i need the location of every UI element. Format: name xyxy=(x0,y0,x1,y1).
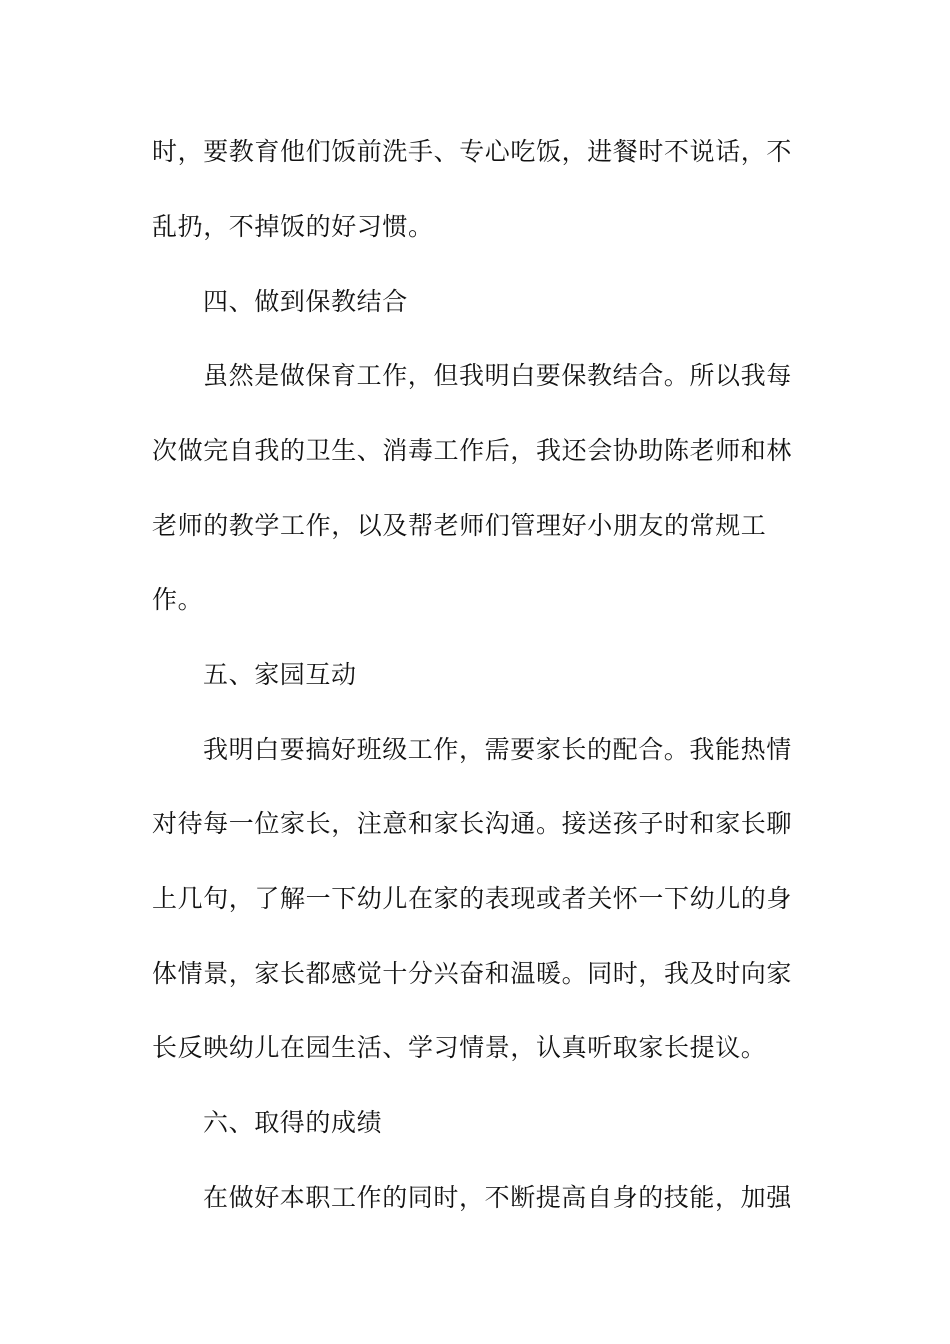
text-line: 对待每一位家长，注意和家长沟通。接送孩子时和家长聊 xyxy=(152,809,793,838)
text-line: 老师的教学工作，以及帮老师们管理好小朋友的常规工 xyxy=(152,511,767,540)
text-line: 作。 xyxy=(152,585,204,614)
text-line: 长反映幼儿在园生活、学习情景，认真听取家长提议。 xyxy=(152,1033,767,1062)
text-line: 体情景，家长都感觉十分兴奋和温暖。同时，我及时向家 xyxy=(152,959,793,988)
paragraph-first-line: 在做好本职工作的同时，不断提高自身的技能，加强 xyxy=(203,1183,792,1212)
text-line: 乱扔，不掉饭的好习惯。 xyxy=(152,212,434,241)
paragraph-first-line: 我明白要搞好班级工作，需要家长的配合。我能热情 xyxy=(203,735,792,764)
paragraph-first-line: 虽然是做保育工作，但我明白要保教结合。所以我每 xyxy=(203,361,792,390)
section-heading: 五、家园互动 xyxy=(203,660,357,689)
text-line: 次做完自我的卫生、消毒工作后，我还会协助陈老师和林 xyxy=(152,436,793,465)
text-line: 时，要教育他们饭前洗手、专心吃饭，进餐时不说话，不 xyxy=(152,137,793,166)
text-line: 上几句，了解一下幼儿在家的表现或者关怀一下幼儿的身 xyxy=(152,884,793,913)
section-heading: 六、取得的成绩 xyxy=(203,1108,383,1137)
section-heading: 四、做到保教结合 xyxy=(203,287,408,316)
